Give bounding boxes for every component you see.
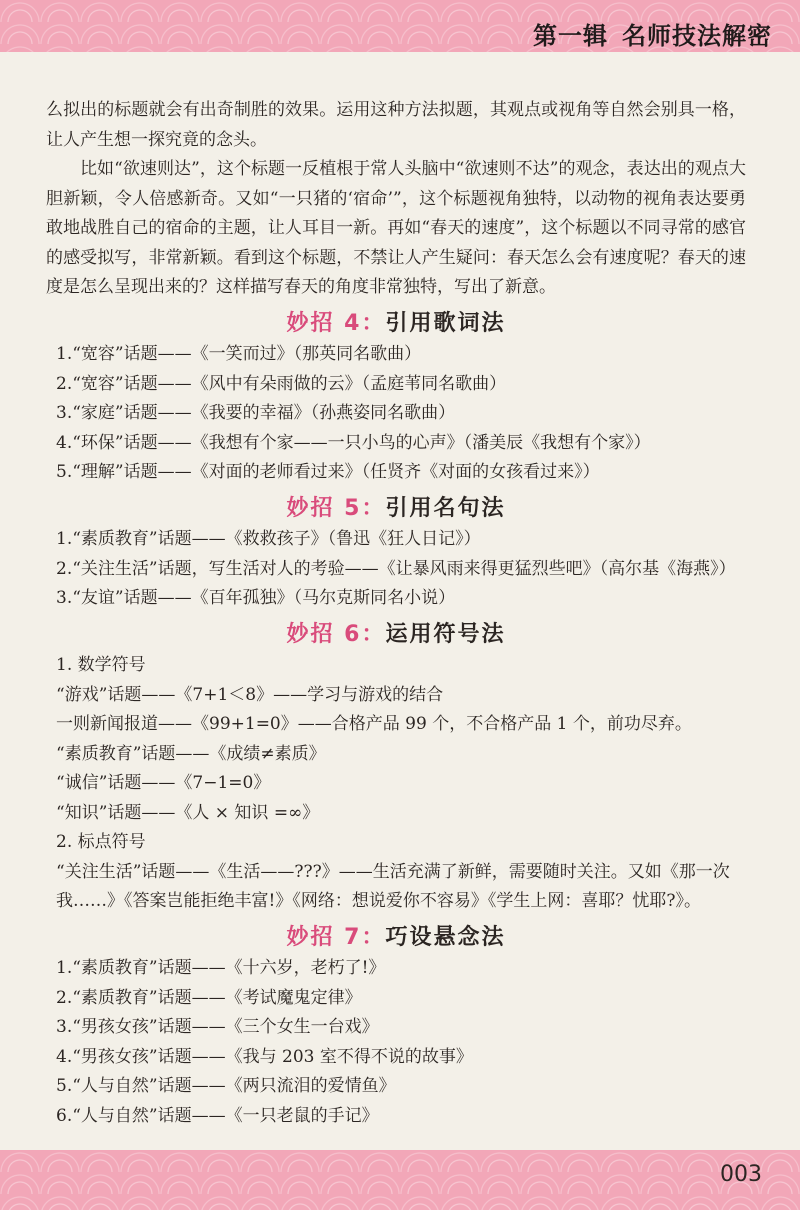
section-name: 运用符号法	[385, 621, 506, 647]
list-item: 1. 数学符号	[56, 655, 146, 675]
list-item: 2.“关注生活”话题，写生活对人的考验——《让暴风雨来得更猛烈些吧》（高尔基《海燕》）	[56, 558, 736, 579]
list-item: 3.“男孩女孩”话题——《三个女生一台戏》	[56, 1017, 379, 1037]
list-item: 1.“素质教育”话题——《救救孩子》（鲁迅《狂人日记》）	[56, 529, 481, 549]
list-item: 1.“宽容”话题——《一笑而过》（那英同名歌曲）	[56, 344, 422, 364]
list-item: “诚信”话题——《7−1=0》	[56, 773, 271, 793]
list-item: “关注生活”话题——《生活——???》——生活充满了新鲜，需要随时关注。又如《那一次我……》《答案岂能拒绝丰富!》《网络：想说爱你不容易》《学生上网：喜耶？忧耶?》。	[56, 861, 730, 911]
list-item: 2.“素质教育”话题——《考试魔鬼定律》	[56, 987, 362, 1008]
list-item: 4.“环保”话题——《我想有个家——一只小鸟的心声》（潘美辰《我想有个家》）	[56, 432, 651, 453]
section-name: 引用歌词法	[385, 310, 506, 336]
list-item: 2. 标点符号	[56, 832, 146, 852]
section-name: 巧设悬念法	[385, 924, 506, 950]
page-number: 003	[720, 1162, 762, 1187]
list-item: 5.“理解”话题——《对面的老师看过来》（任贤齐《对面的女孩看过来》）	[56, 462, 600, 482]
list-item: 6.“人与自然”话题——《一只老鼠的手记》	[56, 1105, 379, 1126]
list-item: 1.“素质教育”话题——《十六岁，老朽了!》	[56, 958, 386, 978]
list-item: 一则新闻报道——《99+1=0》——合格产品 99 个，不合格产品 1 个，前功尽弃。	[56, 714, 692, 734]
running-header	[533, 16, 772, 51]
section-name: 引用名句法	[385, 495, 506, 521]
list-item: 4.“男孩女孩”话题——《我与 203 室不得不说的故事》	[56, 1046, 473, 1067]
list-item: “知识”话题——《人 × 知识 =∞》	[56, 802, 320, 823]
footer-band	[0, 1150, 800, 1210]
section-heading	[46, 620, 746, 650]
section-label: 妙招 7：	[286, 924, 386, 950]
section-suspense	[46, 923, 746, 1132]
list-item: 3.“家庭”话题——《我要的幸福》（孙燕姿同名歌曲）	[56, 403, 456, 423]
intro-paragraph-2: 比如“欲速则达”，这个标题一反植根于常人头脑中“欲速则不达”的观念，表达出的观点大胆新颖，令人倍感新奇。又如“一只猪的‘宿命’”，这个标题视角独特，以动物的视角表达要勇敢地战胜自己的宿命的主题，让人耳目一新。再如“春天的速度”，这个标题以不同寻常的感官的感受拟写，非常新颖。看到这个标题，不禁让人产生疑问：春天怎么会有速度呢？春天的速度是怎么呈现出来的？这样描写春天的角度非常独特，写出了新意。	[46, 159, 746, 297]
list-item: “素质教育”话题——《成绩≠素质》	[56, 743, 326, 764]
section-heading	[46, 309, 746, 339]
list-item: 3.“友谊”话题——《百年孤独》（马尔克斯同名小说）	[56, 588, 456, 608]
intro-paragraph-1: 么拟出的标题就会有出奇制胜的效果。运用这种方法拟题，其观点或视角等自然会别具一格，让人产生想一探究竟的念头。	[46, 100, 746, 150]
section-label: 妙招 4：	[286, 310, 386, 336]
list-item: 2.“宽容”话题——《风中有朵雨做的云》（孟庭苇同名歌曲）	[56, 373, 507, 394]
section-label: 妙招 6：	[286, 621, 386, 647]
header-part: 第一辑	[533, 22, 608, 50]
list-item: “游戏”话题——《7+1＜8》——学习与游戏的结合	[56, 684, 444, 705]
section-heading	[46, 494, 746, 524]
section-symbols	[46, 620, 746, 917]
page-content	[46, 96, 746, 1131]
header-title-text: 名师技法解密	[622, 22, 772, 50]
list-item: 5.“人与自然”话题——《两只流泪的爱情鱼》	[56, 1076, 396, 1096]
section-heading	[46, 923, 746, 953]
section-quotes	[46, 494, 746, 614]
section-label: 妙招 5：	[286, 495, 386, 521]
section-lyrics	[46, 309, 746, 488]
